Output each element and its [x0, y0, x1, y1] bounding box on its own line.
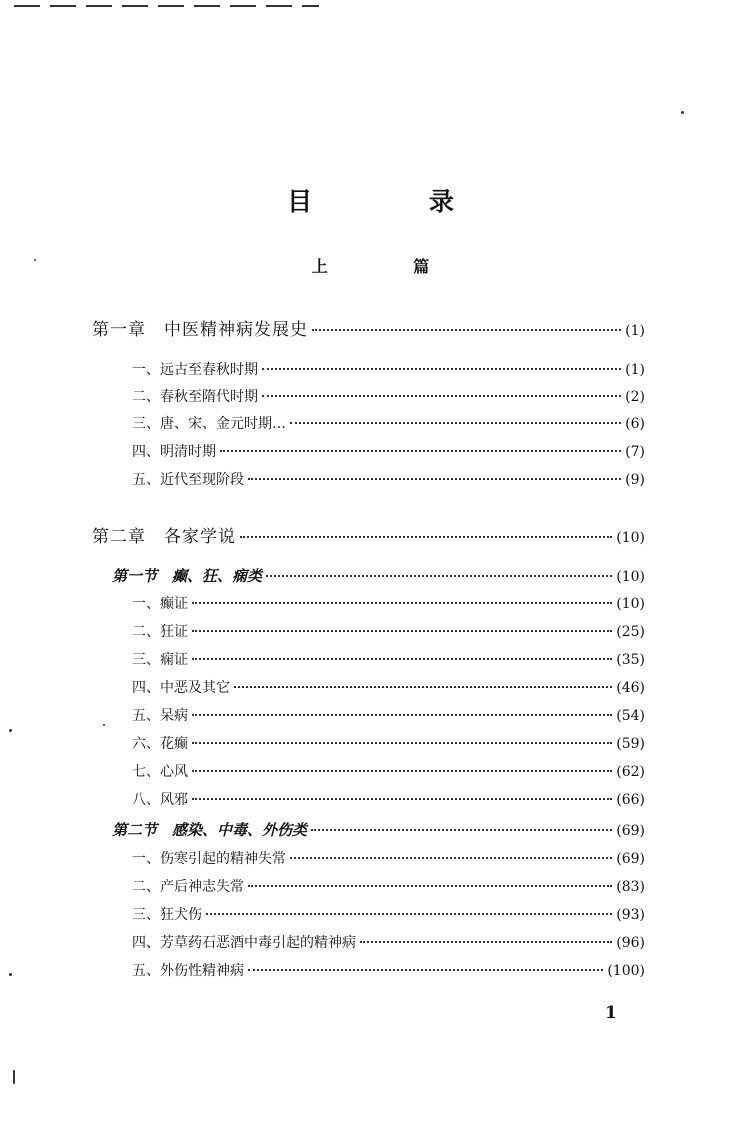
toc-label: 五、外伤性精神病	[132, 963, 244, 979]
toc-page: (66)	[616, 792, 645, 808]
toc-label: 五、近代至现阶段	[132, 472, 244, 488]
dot-leader	[206, 913, 612, 915]
dot-leader	[248, 969, 603, 971]
dot-leader	[192, 742, 612, 744]
dot-leader	[248, 885, 612, 887]
dot-leader	[220, 450, 621, 452]
toc-item[interactable]	[132, 677, 645, 697]
toc-page: (10)	[616, 596, 645, 612]
toc-item[interactable]	[132, 761, 645, 781]
toc-page: (59)	[616, 736, 645, 752]
toc-label: 五、呆病	[132, 708, 188, 724]
scan-speck	[13, 1070, 15, 1084]
toc-page: (69)	[616, 823, 645, 839]
toc-section-1[interactable]	[112, 565, 645, 586]
scan-speck	[9, 973, 12, 976]
dot-leader	[311, 829, 612, 831]
toc-page: (1)	[625, 323, 645, 339]
toc-label: 四、中恶及其它	[132, 680, 230, 696]
dot-leader	[192, 714, 612, 716]
toc-label: 第一节 癫、狂、痫类	[112, 567, 263, 585]
toc-page: (6)	[625, 416, 645, 432]
toc-label: 二、春秋至隋代时期	[132, 389, 258, 405]
toc-page: (54)	[616, 708, 645, 724]
dot-leader	[290, 857, 612, 859]
dot-leader	[192, 798, 612, 800]
dot-leader	[290, 422, 621, 424]
toc-page: (10)	[616, 530, 645, 546]
dot-leader	[192, 658, 612, 660]
toc-item[interactable]	[132, 789, 645, 809]
toc-item[interactable]	[132, 960, 645, 980]
toc-page: (2)	[625, 389, 645, 405]
toc-label: 七、心风	[132, 764, 188, 780]
toc-label: 二、狂证	[132, 624, 188, 640]
toc-item[interactable]	[132, 649, 645, 669]
toc-page: (100)	[607, 963, 645, 979]
toc-item[interactable]	[132, 386, 645, 406]
toc-page: (69)	[616, 851, 645, 867]
toc-item[interactable]	[132, 904, 645, 924]
scan-speck	[103, 724, 105, 726]
toc-item[interactable]	[132, 469, 645, 489]
toc-label: 三、痫证	[132, 652, 188, 668]
toc-page: (96)	[616, 935, 645, 951]
toc-label: 一、远古至春秋时期	[132, 362, 258, 378]
dot-leader	[192, 602, 612, 604]
toc-item[interactable]	[132, 621, 645, 641]
dot-leader	[262, 368, 621, 370]
page-title: 目 录	[287, 187, 508, 216]
toc-label: 第二节 感染、中毒、外伤类	[112, 821, 308, 839]
toc-label: 二、产后神志失常	[132, 879, 244, 895]
toc-item[interactable]	[132, 705, 645, 725]
toc-label: 六、花癫	[132, 736, 188, 752]
toc-label: 四、芳草药石恶酒中毒引起的精神病	[132, 935, 356, 951]
toc-page: (10)	[616, 569, 645, 585]
dot-leader	[192, 770, 612, 772]
toc-page: (83)	[616, 879, 645, 895]
dot-leader	[266, 575, 612, 577]
scan-top-edge	[14, 5, 319, 7]
toc-label: 八、风邪	[132, 792, 188, 808]
dot-leader	[248, 478, 621, 480]
toc-label: 第二章 各家学说	[92, 527, 236, 547]
toc-label: 四、明清时期	[132, 444, 216, 460]
toc-item[interactable]	[132, 359, 645, 379]
toc-item[interactable]	[132, 733, 645, 753]
toc-item[interactable]	[132, 848, 645, 868]
toc-page: (9)	[625, 472, 645, 488]
scan-speck	[681, 111, 684, 114]
dot-leader	[360, 941, 612, 943]
toc-chapter-2[interactable]	[92, 522, 645, 547]
toc-chapter-1[interactable]	[92, 315, 645, 340]
page-number: 1	[605, 1003, 617, 1023]
toc-page: (35)	[616, 652, 645, 668]
dot-leader	[192, 630, 612, 632]
toc-label: 一、伤寒引起的精神失常	[132, 851, 286, 867]
dot-leader	[234, 686, 612, 688]
toc-label: 三、唐、宋、金元时期…	[132, 416, 286, 432]
toc-label: 三、狂犬伤	[132, 907, 202, 923]
toc-label: 一、癫证	[132, 596, 188, 612]
part-heading: 上 篇	[311, 257, 470, 276]
toc-page: (46)	[616, 680, 645, 696]
scan-speck	[9, 729, 12, 732]
toc-label: 第一章 中医精神病发展史	[92, 320, 308, 340]
toc-item[interactable]	[132, 593, 645, 613]
toc-item[interactable]	[132, 876, 645, 896]
toc-page: (62)	[616, 764, 645, 780]
toc-item[interactable]	[132, 441, 645, 461]
dot-leader	[312, 329, 621, 331]
toc-page: (7)	[625, 444, 645, 460]
toc-page: (25)	[616, 624, 645, 640]
toc-item[interactable]	[132, 932, 645, 952]
dot-leader	[262, 395, 621, 397]
toc-section-2[interactable]	[112, 819, 645, 840]
dot-leader	[240, 536, 612, 538]
toc-item[interactable]	[132, 413, 645, 433]
toc-page: (1)	[625, 362, 645, 378]
toc-page: (93)	[616, 907, 645, 923]
